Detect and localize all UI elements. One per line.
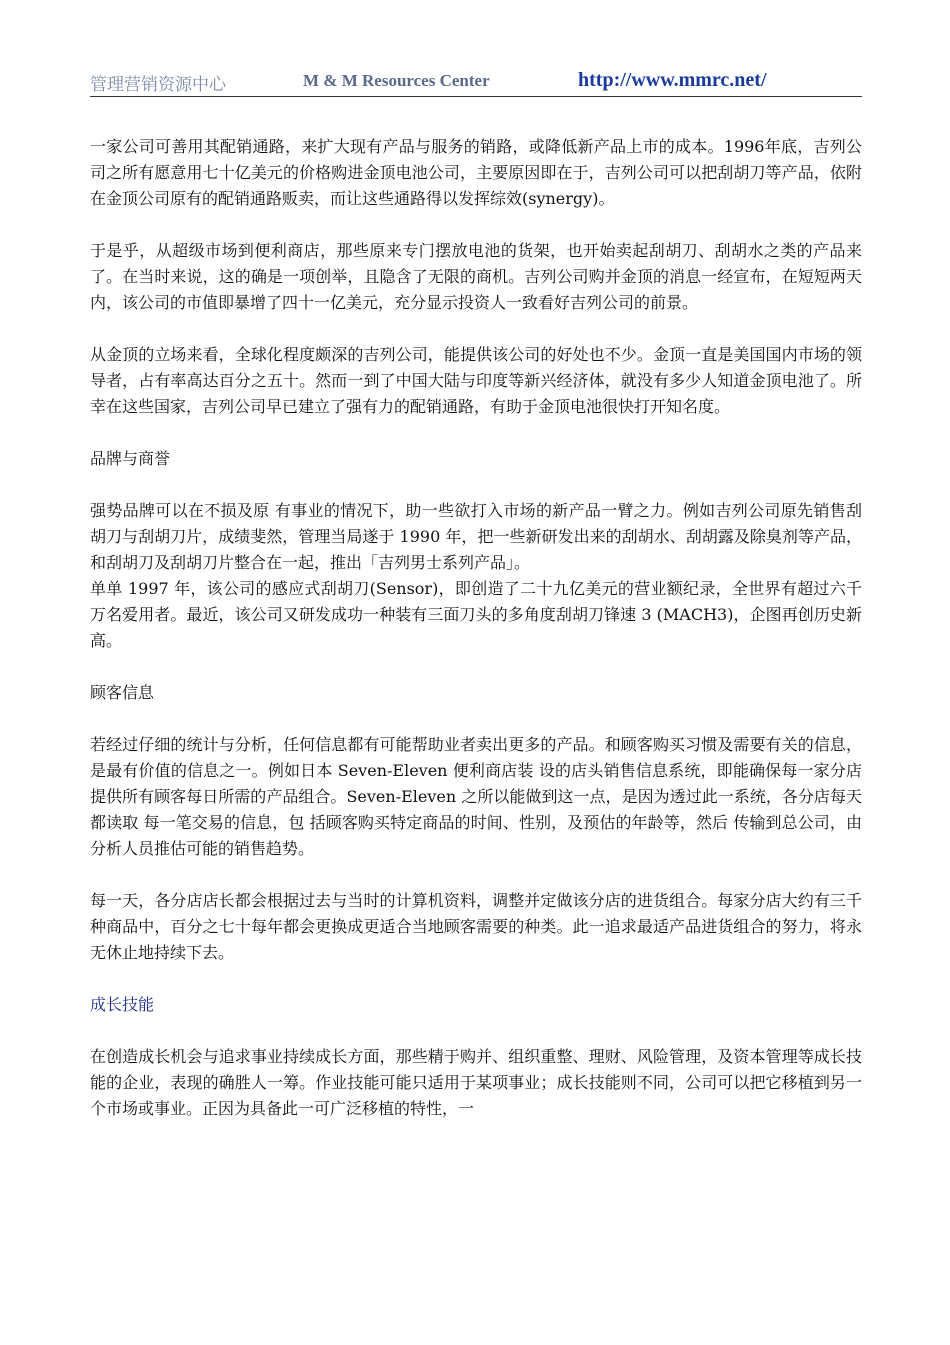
paragraph: 若经过仔细的统计与分析，任何信息都有可能帮助业者卖出更多的产品。和顾客购买习惯及需要有关的信息，是最有价值的信息之一。例如日本 Seven-Eleven 便利商店装 设的店头销售信息系统，即能确保每一家分店提供所有顾客每日所需的产品组合。Seven-Eleven 之所以能做到这一点，是因为透过此一系统，各分店每天都读取 每一笔交易的信息，包 括顾客购买特定商品的时间、性别，及预估的年龄等，然后 传输到总公司，由分析人员推估可能的销售趋势。 xyxy=(90,735,862,858)
paragraph: 一家公司可善用其配销通路，来扩大现有产品与服务的销路，或降低新产品上市的成本。1996年底，吉列公司之所有愿意用七十亿美元的价格购进金顶电池公司，主要原因即在于，吉列公司可以把刮胡刀等产品，依附在金顶公司原有的配销通路贩卖，而让这些通路得以发挥综效(synergy)。 xyxy=(90,137,862,208)
header-url-link[interactable]: http://www.mmrc.net/ xyxy=(578,69,767,91)
header-english-name: M & M Resources Center xyxy=(303,71,490,90)
section-heading-customer-info: 顾客信息 xyxy=(90,683,155,702)
header-org-name: 管理营销资源中心 xyxy=(90,75,226,95)
paragraph: 于是乎，从超级市场到便利商店，那些原来专门摆放电池的货架，也开始卖起刮胡刀、刮胡水之类的产品来了。在当时来说，这的确是一项创举，且隐含了无限的商机。吉列公司购并金顶的消息一经宣布，在短短两天内，该公司的市值即暴增了四十一亿美元，充分显示投资人一致看好吉列公司的前景。 xyxy=(90,241,862,312)
paragraph: 强势品牌可以在不损及原 有事业的情况下，助一些欲打入市场的新产品一臂之力。例如吉列公司原先销售刮胡刀与刮胡刀片，成绩斐然，管理当局遂于 1990 年，把一些新研发出来的刮胡水、刮胡露及除臭剂等产品，和刮胡刀及刮胡刀片整合在一起，推出「吉列男士系列产品」。 xyxy=(90,501,862,572)
section-heading-brand: 品牌与商誉 xyxy=(90,449,171,468)
paragraph: 在创造成长机会与追求事业持续成长方面，那些精于购并、组织重整、理财、风险管理，及资本管理等成长技能的企业，表现的确胜人一筹。作业技能可能只适用于某项事业；成长技能则不同，公司可以把它移植到另一个市场或事业。正因为具备此一可广泛移植的特性，一 xyxy=(90,1047,862,1118)
page-header xyxy=(90,70,862,97)
paragraph: 单单 1997 年，该公司的感应式刮胡刀(Sensor)，即创造了二十九亿美元的营业额纪录，全世界有超过六千万名爱用者。最近，该公司又研发成功一种装有三面刀头的多角度刮胡刀锋速 3 (MACH3)，企图再创历史新高。 xyxy=(90,579,862,650)
section-heading-growth-skills: 成长技能 xyxy=(90,995,155,1014)
paragraph: 每一天，各分店店长都会根据过去与当时的计算机资料，调整并定做该分店的进货组合。每家分店大约有三千种商品中，百分之七十每年都会更换成更适合当地顾客需要的种类。此一追求最适产品进货组合的努力，将永无休止地持续下去。 xyxy=(90,891,862,962)
paragraph: 从金顶的立场来看，全球化程度颇深的吉列公司，能提供该公司的好处也不少。金顶一直是美国国内市场的领导者，占有率高达百分之五十。然而一到了中国大陆与印度等新兴经济体，就没有多少人知道金顶电池了。所幸在这些国家，吉列公司早已建立了强有力的配销通路，有助于金顶电池很快打开知名度。 xyxy=(90,345,862,416)
document-body xyxy=(90,134,862,1148)
